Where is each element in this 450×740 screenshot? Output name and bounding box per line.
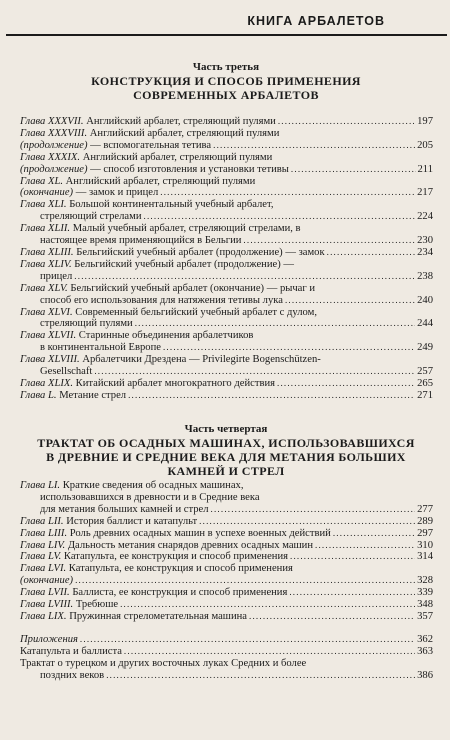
leader-dots [327, 247, 415, 259]
leader-dots [333, 528, 415, 540]
chapter-entry [20, 307, 433, 331]
entry-text: Баллиста, ее конструкция и способ применения [72, 587, 288, 599]
entry-line [20, 140, 433, 152]
page-number: 211 [417, 163, 433, 175]
entry-line [20, 587, 433, 599]
entry-label: (продолжение) [20, 139, 88, 151]
chapter-entry [20, 354, 433, 378]
page-number: 205 [417, 139, 433, 151]
entry-text: Бельгийский учебный арбалет (продолжение) — замок [76, 246, 325, 258]
entry-label: Глава LI. [20, 480, 61, 491]
entry-line [20, 283, 433, 295]
entry-line [20, 271, 433, 283]
part-three-title-line-2: СОВРЕМЕННЫХ АРБАЛЕТОВ [133, 88, 319, 102]
chapter-entry [20, 152, 433, 176]
chapter-entry [20, 611, 433, 623]
part-four-contents [20, 480, 433, 623]
chapter-entry [20, 176, 433, 200]
page-number: 234 [417, 246, 433, 258]
chapter-entry [20, 259, 433, 283]
entry-text: Катапульта, ее конструкция и способ применения [68, 563, 293, 575]
leader-dots [74, 271, 415, 283]
leader-dots [120, 599, 415, 611]
entry-label: Глава XLI. [20, 199, 67, 211]
chapter-entry [20, 116, 433, 128]
entry-text: Малый учебный арбалет, стреляющий стрелами, в [72, 223, 301, 235]
entry-line [20, 116, 433, 128]
entry-line [20, 342, 433, 354]
entry-text: — способ изготовления и установки тетивы [90, 163, 289, 175]
entry-text: — вспомогательная тетива [90, 139, 212, 151]
page-number: 362 [417, 634, 433, 645]
entry-label: Глава XLVIII. [20, 354, 80, 366]
page-number: 363 [417, 645, 433, 657]
entry-label: (окончание) [20, 575, 74, 587]
page-number: 238 [417, 270, 433, 282]
entry-label: Глава XLIV. [20, 258, 72, 270]
entry-text: История баллист и катапульт [66, 515, 198, 527]
page-number: 348 [417, 599, 433, 611]
entry-text: Современный бельгийский учебный арбалет с дулом, [75, 306, 317, 318]
entry-label: Глава LII. [20, 515, 64, 527]
entry-text: поздних веков [40, 669, 105, 681]
entry-line [20, 492, 433, 504]
header-title: КНИГА АРБАЛЕТОВ [247, 14, 385, 28]
page-number: 257 [417, 366, 433, 378]
chapter-entry [20, 223, 433, 247]
entry-line [20, 504, 433, 516]
entry-text: Бельгийский учебный арбалет (продолжение) — [74, 258, 294, 270]
entry-line [20, 551, 433, 563]
chapter-entry [20, 587, 433, 599]
leader-dots [243, 235, 415, 247]
entry-line [20, 199, 433, 211]
entry-line [20, 634, 433, 646]
part-three-label: Часть третья [192, 61, 260, 73]
leader-dots [285, 295, 415, 307]
part-four-title-line-1: ТРАКТАТ ОБ ОСАДНЫХ МАШИНАХ, ИСПОЛЬЗОВАВШИХСЯ [37, 436, 415, 450]
entry-label: Глава LIX. [20, 610, 67, 622]
chapter-entry [20, 528, 433, 540]
part-four-label: Часть четвертая [184, 423, 268, 435]
entry-text: Катапульта и баллиста [20, 645, 122, 657]
entry-label: Глава XXXVIII. [20, 127, 88, 139]
entry-line [20, 390, 433, 402]
entry-line [20, 223, 433, 235]
entry-line [20, 599, 433, 611]
leader-dots [106, 670, 415, 682]
leader-dots [163, 342, 415, 354]
leader-dots [277, 378, 415, 390]
entry-line [20, 318, 433, 330]
entry-label: (окончание) [20, 187, 74, 199]
chapter-entry [20, 540, 433, 552]
leader-dots [135, 318, 415, 330]
entry-text: настоящее время применяющийся в Бельгии [40, 235, 242, 247]
entry-line [20, 366, 433, 378]
entry-label: Глава L. [20, 389, 57, 401]
chapter-entry [20, 247, 433, 259]
part-three-heading [20, 61, 432, 102]
entry-label: Глава LVII. [20, 587, 70, 599]
entry-text: Роль древних осадных машин в успехе военных действий [69, 527, 331, 539]
page-number: 197 [417, 116, 433, 127]
entry-text: Английский арбалет, стреляющий пулями [65, 175, 256, 187]
entry-line [20, 247, 433, 259]
page-number: 249 [417, 342, 433, 354]
page-number: 386 [417, 669, 433, 681]
entry-text: Катапульта, ее конструкция и способ применения [63, 551, 288, 563]
entry-label: Глава LIV. [20, 539, 66, 551]
part-four-title-line-2: В ДРЕВНИЕ И СРЕДНИЕ ВЕКА ДЛЯ МЕТАНИЯ БОЛЬШИХ [46, 450, 406, 464]
entry-text: Краткие сведения об осадных машинах, [62, 480, 244, 491]
running-header [6, 12, 447, 36]
entry-label: Глава LVI. [20, 563, 67, 575]
page-number: 277 [417, 503, 433, 515]
entry-text: Бельгийский учебный арбалет (окончание) — рычаг и [70, 282, 316, 294]
entry-line [20, 176, 433, 188]
entry-line [20, 611, 433, 623]
entry-text: Дальность метания снарядов древних осадных машин [67, 539, 314, 551]
entry-line [20, 152, 433, 164]
entry-line [20, 528, 433, 540]
entry-label: Глава XL. [20, 175, 63, 187]
leader-dots [289, 587, 415, 599]
page-number: 314 [417, 551, 433, 563]
entry-text: Старинные объединения арбалетчиков [78, 330, 254, 342]
entry-text: Китайский арбалет многократного действия [75, 377, 275, 389]
entry-line [20, 516, 433, 528]
entry-text: Требюше [75, 599, 119, 611]
page-number: 289 [417, 515, 433, 527]
chapter-entry [20, 330, 433, 354]
part-three-title-line-1: КОНСТРУКЦИЯ И СПОСОБ ПРИМЕНЕНИЯ [91, 74, 361, 88]
page-number: 357 [417, 610, 433, 622]
entry-text: Арбалетчики Дрездена — Privilegirte Bogenschützen- [82, 354, 321, 366]
page-number: 265 [417, 377, 433, 389]
leader-dots [94, 366, 415, 378]
entry-text: стреляющий пулями [40, 318, 133, 330]
leader-dots [80, 634, 415, 646]
part-three-contents [20, 116, 433, 402]
page-number: 310 [417, 539, 433, 551]
leader-dots [213, 140, 415, 152]
entry-text: для метания больших камней и стрел [40, 503, 209, 515]
entry-label: Глава XLVI. [20, 306, 73, 318]
entry-text: Gesellschaft [40, 366, 93, 378]
appendix-contents [20, 634, 433, 682]
entry-line [20, 354, 433, 366]
chapter-entry [20, 551, 433, 563]
entry-line [20, 295, 433, 307]
entry-text: прицел [40, 270, 73, 282]
entry-line [20, 259, 433, 271]
entry-line [20, 378, 433, 390]
entry-line [20, 235, 433, 247]
entry-label: Глава LIII. [20, 527, 68, 539]
page-number: 244 [417, 318, 433, 330]
entry-label: Глава LVIII. [20, 599, 74, 611]
entry-line [20, 128, 433, 140]
page-number: 328 [417, 575, 433, 587]
chapter-entry [20, 480, 433, 516]
appendix-entry [20, 634, 433, 646]
entry-label: Глава XLVII. [20, 330, 77, 342]
entry-line [20, 658, 433, 670]
leader-dots [211, 504, 416, 516]
page-number: 217 [417, 187, 433, 199]
entry-line [20, 187, 433, 199]
page-number: 339 [417, 587, 433, 599]
entry-text: Большой континентальный учебный арбалет, [69, 199, 274, 211]
part-four-title-line-3: КАМНЕЙ И СТРЕЛ [167, 464, 285, 478]
entry-text: Трактат о турецком и других восточных луках Средних и более [20, 657, 307, 669]
chapter-entry [20, 199, 433, 223]
page-number: 240 [417, 294, 433, 306]
entry-line [20, 540, 433, 552]
entry-line [20, 575, 433, 587]
entry-line [20, 164, 433, 176]
leader-dots [160, 187, 415, 199]
leader-dots [128, 390, 415, 402]
entry-label: Глава XLIX. [20, 377, 73, 389]
leader-dots [144, 211, 416, 223]
entry-text: — замок и прицел [75, 187, 159, 199]
entry-line [20, 670, 433, 682]
entry-label: (продолжение) [20, 163, 88, 175]
entry-label: Глава XXXVII. [20, 116, 84, 127]
chapter-entry [20, 128, 433, 152]
chapter-entry [20, 378, 433, 390]
entry-label: Глава XLII. [20, 223, 71, 235]
leader-dots [124, 646, 415, 658]
appendix-entry [20, 658, 433, 682]
chapter-entry [20, 390, 433, 402]
leader-dots [249, 611, 415, 623]
entry-line [20, 563, 433, 575]
entry-line [20, 480, 433, 492]
page-number: 297 [417, 527, 433, 539]
part-four-heading [20, 423, 432, 478]
entry-text: использовавшихся в древности и в Средние века [40, 491, 260, 503]
entry-label: Глава XLIII. [20, 246, 74, 258]
leader-dots [291, 164, 416, 176]
entry-label: Глава XXXIX. [20, 151, 81, 163]
entry-label: Приложения [20, 634, 78, 645]
leader-dots [315, 540, 415, 552]
entry-label: Глава XLV. [20, 282, 68, 294]
chapter-entry [20, 516, 433, 528]
chapter-entry [20, 599, 433, 611]
entry-line [20, 330, 433, 342]
entry-text: стреляющий стрелами [40, 211, 142, 223]
leader-dots [290, 551, 415, 563]
chapter-entry [20, 563, 433, 587]
entry-text: Английский арбалет, стреляющий пулями [89, 127, 280, 139]
entry-text: Пружинная стрелометательная машина [69, 610, 248, 622]
appendix-entry [20, 646, 433, 658]
entry-label: Глава LV. [20, 551, 62, 563]
entry-line [20, 307, 433, 319]
leader-dots [199, 516, 415, 528]
entry-text: Английский арбалет, стреляющий пулями [82, 151, 273, 163]
entry-line [20, 646, 433, 658]
entry-text: Метание стрел [59, 389, 127, 401]
entry-line [20, 211, 433, 223]
chapter-entry [20, 283, 433, 307]
leader-dots [75, 575, 415, 587]
entry-text: способ его использования для натяжения тетивы лука [40, 294, 283, 306]
leader-dots [278, 116, 415, 128]
page-number: 230 [417, 235, 433, 247]
page-number: 271 [417, 389, 433, 401]
entry-text: в континентальной Европе [40, 342, 161, 354]
entry-text: Английский арбалет, стреляющий пулями [86, 116, 276, 127]
page-number: 224 [417, 211, 433, 223]
